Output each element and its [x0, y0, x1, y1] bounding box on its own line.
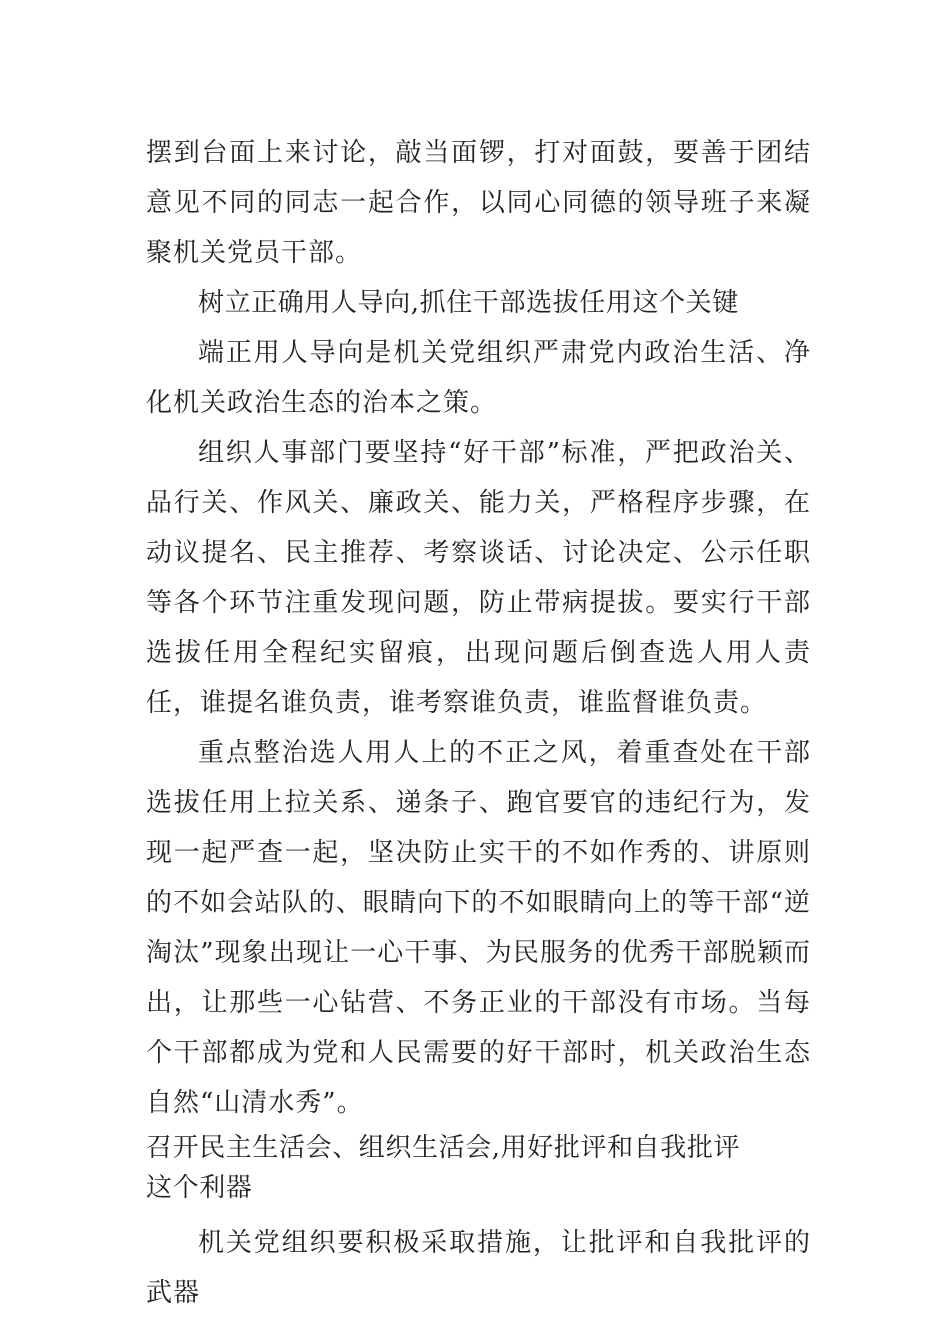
- section-heading-cadre-selection: 树立正确用人导向,抓住干部选拔任用这个关键: [198, 288, 739, 318]
- paragraph-continued: 摆到台面上来讨论，敲当面锣，打对面鼓，要善于团结意见不同的同志一起合作，以同心同德的领导班子来凝聚机关党员干部。: [146, 138, 811, 268]
- paragraph-criticism-weapon: 机关党组织要积极采取措施，让批评和自我批评的武器: [146, 1228, 811, 1308]
- document-body: [146, 128, 811, 1318]
- paragraph-employment-orientation: 端正用人导向是机关党组织严肃党内政治生活、净化机关政治生态的治本之策。: [146, 338, 811, 418]
- paragraph-good-cadre-standard: 组织人事部门要坚持“好干部”标准，严把政治关、品行关、作风关、廉政关、能力关，严格程序步骤，在动议提名、民主推荐、考察谈话、讨论决定、公示任职等各个环节注重发现问题，防止带病提拔。要实行干部选拔任用全程纪实留痕，出现问题后倒查选人用人责任，谁提名谁负责，谁考察谁负责，谁监督谁负责。: [146, 438, 811, 718]
- paragraph-rectify-unhealthy-practices: 重点整治选人用人上的不正之风，着重查处在干部选拔任用上拉关系、递条子、跑官要官的违纪行为，发现一起严查一起，坚决防止实干的不如作秀的、讲原则的不如会站队的、眼睛向下的不如眼睛向上的等干部“逆淘汰”现象出现让一心干事、为民服务的优秀干部脱颖而出，让那些一心钻营、不务正业的干部没有市场。当每个干部都成为党和人民需要的好干部时，机关政治生态自然“山清水秀”。: [146, 738, 811, 1118]
- section-heading-criticism: 召开民主生活会、组织生活会,用好批评和自我批评这个利器: [146, 1133, 741, 1203]
